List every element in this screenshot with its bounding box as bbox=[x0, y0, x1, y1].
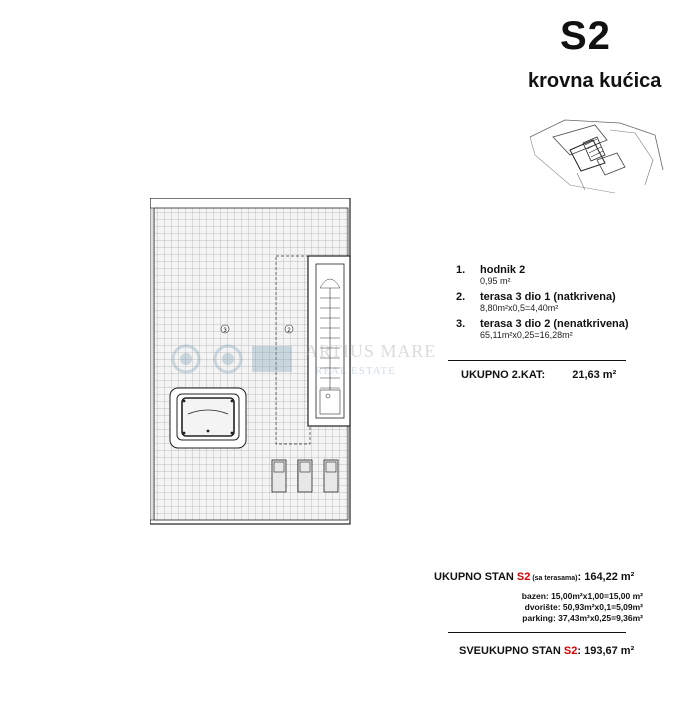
extras-list bbox=[400, 591, 643, 624]
room-list bbox=[456, 264, 631, 345]
watermark-logo bbox=[170, 341, 437, 386]
extra-item-yard: dvorište: 50,93m²x0,1=5,09m² bbox=[524, 602, 643, 612]
floor-total bbox=[461, 369, 616, 381]
room-name: terasa 3 dio 2 (nenatkrivena) bbox=[480, 318, 629, 330]
room-name: hodnik 2 bbox=[480, 264, 526, 276]
grand-total-value: : 193,67 m² bbox=[577, 645, 635, 657]
site-plan-thumbnail bbox=[525, 115, 665, 195]
watermark-brand: ARTIUS MARE bbox=[305, 341, 437, 361]
apartment-subtitle: krovna kućica bbox=[528, 70, 662, 92]
room-number: 3. bbox=[456, 318, 466, 330]
watermark-rings-icon bbox=[170, 341, 305, 381]
grand-total-code: S2 bbox=[563, 645, 578, 657]
room-number: 2. bbox=[456, 291, 466, 303]
room-name: terasa 3 dio 1 (natkrivena) bbox=[480, 291, 616, 303]
apartment-total-note: (sa terasama) bbox=[530, 575, 578, 582]
svg-text:3: 3 bbox=[223, 328, 227, 334]
room-item bbox=[456, 264, 631, 286]
room-area: 65,11m²x0,25=16,28m² bbox=[480, 330, 573, 340]
apartment-total-code: S2 bbox=[516, 571, 531, 583]
apartment-code-title: S2 bbox=[560, 14, 611, 58]
apartment-total-prefix: UKUPNO STAN bbox=[434, 571, 517, 583]
room-area: 0,95 m² bbox=[480, 276, 511, 286]
floor-total-value: 21,63 m² bbox=[572, 369, 617, 381]
extra-item-parking: parking: 37,43m²x0,25=9,36m² bbox=[522, 613, 643, 623]
apartment-total bbox=[434, 571, 634, 583]
svg-text:2: 2 bbox=[287, 328, 291, 334]
floor-total-label: UKUPNO 2.KAT: bbox=[461, 369, 546, 381]
room-item bbox=[456, 318, 631, 340]
grand-total bbox=[459, 645, 634, 657]
divider bbox=[448, 632, 626, 633]
divider bbox=[448, 360, 626, 361]
apartment-total-value: : 164,22 m² bbox=[577, 571, 635, 583]
room-number: 1. bbox=[456, 264, 466, 276]
room-item bbox=[456, 291, 631, 313]
grand-total-prefix: SVEUKUPNO STAN bbox=[459, 645, 564, 657]
extra-item-pool: bazen: 15,00m²x1,00=15,00 m² bbox=[521, 591, 643, 601]
room-area: 8,80m²x0,5=4,40m² bbox=[480, 303, 559, 313]
watermark-tagline: REAL ESTATE bbox=[315, 365, 396, 377]
